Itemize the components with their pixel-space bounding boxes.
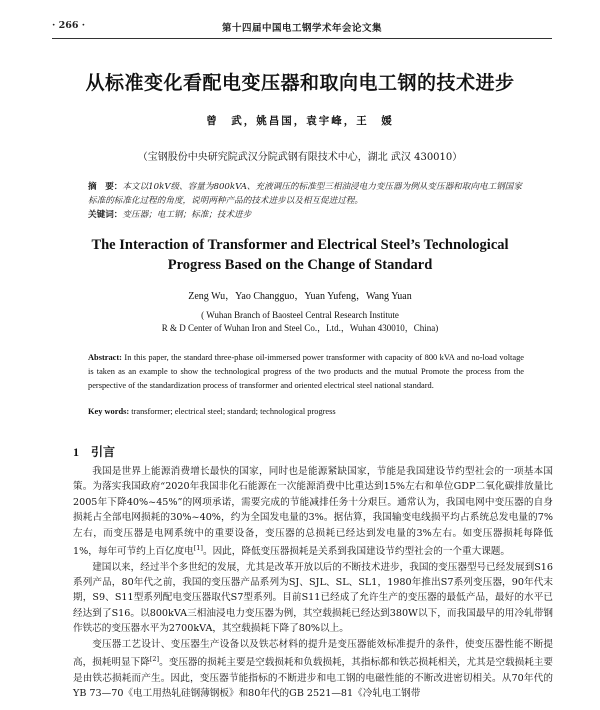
section-number: 1 [73,445,79,459]
page-number: · 266 · [52,20,86,31]
chinese-abstract-text: 本文以10kV级、容量为800kVA、充液调压的标准型三相油浸电力变压器为例从变压器和取向电工钢国家标准的标准化过程的角度，说明两种产品的技术进步以及相互促进过程。 [88,182,522,206]
paragraph-3-text: 变压器工艺设计、变压器生产设备以及铁芯材料的提升是变压器能效标准提升的条件，使变压器性能不断提高，损耗明显下降 [73,638,553,669]
header-rule [52,38,552,39]
english-keywords-text: transformer; electrical steel; standard; technological progress [131,407,336,416]
journal-title: 第十四届中国电工钢学术年会论文集 [221,23,382,34]
english-keywords [88,407,524,416]
running-header [52,18,552,36]
chinese-keywords-label: 关键词： [88,210,123,220]
english-affiliation [0,309,600,335]
english-affiliation-line-1: ( Wuhan Branch of Baosteel Central Research Institute [201,310,399,320]
paragraph-2-text: 建国以来，经过半个多世纪的发展，尤其是改革开放以后的不断技术进步，我国的变压器型号已经发展到S16系列产品，80年代之前，我国的变压器产品系列为SJ、SJL、SL、SL1，1980年推出S7系列变压器，90年代末期，S9、S11型系列配电变压器取代S7型系列。目前S11已经成了允许生产的变压器的最低产品，最好的水平已经达到了S16。以800kVA三相油浸电力变压器为例，其空载损耗已经达到380W以下，而我国最早的用冷轧带钢作铁芯的变压器水平为2700kVA，其空载损耗下降了80%以上。 [73,561,553,635]
section-heading [73,443,115,460]
chinese-abstract-label: 摘 要： [88,182,123,192]
paragraph-3-text-end: 。变压器的损耗主要是空载损耗和负载损耗，其指标都和铁芯损耗相关，尤其是空载损耗主要是由铁芯损耗而产生。因此，变压器节能指标的不断进步和电工钢的电磁性能的不断改进密切相关。从70年代的YB 73—70《电工用热轧硅钢薄钢板》和80年代的GB 2521—81《冷轧电工钢带 [73,657,554,700]
chinese-authors: 曾 武，姚昌国，袁宇峰，王 媛 [206,115,394,127]
paragraph [73,560,553,637]
paragraph [73,637,553,702]
paragraph-1-text-end: 。因此，降低变压器损耗是关系到我国建设节约型社会的一个重大课题。 [202,546,510,558]
citation: [1] [193,544,203,553]
english-title-line-1: The Interaction of Transformer and Electrical Steel’s Technological [91,237,509,253]
english-affiliation-line-2: R & D Center of Wuhan Iron and Steel Co.，Ltd.，Wuhan 430010，China) [161,323,439,333]
english-title [60,235,540,275]
paragraph [73,464,553,560]
paragraph-1-text: 我国是世界上能源消费增长最快的国家，同时也是能源紧缺国家，节能是我国建设节约型社会的一项基本国策。为落实我国政府“2020年我国非化石能源在一次能源消费中比重达到15%左右和单位GDP二氧化碳排放量比2005年下降40%~45%”的网项承诺，需要完成的节能减排任务十分艰巨。通常认为，我国电网中变压器的自身损耗占全部电网损耗的30%~40%，约为全国发电量的3%。据估算，我国输变电线损平均占系统总发电量的7%左右，而变压器是电网系统中的重要设备，变压器的总损耗已经达到发电量的3%左右。如变压器损耗每降低1%，每年可节约上百亿度电 [73,466,553,558]
english-abstract-text: In this paper, the standard three-phase oil-immersed power transformer with capacity of 800 kVA and no-load voltage is taken as an example to show the technological progress of the two products and the mutual Promote the process from the perspective of the standardization process of transformer and oriented electrical steel national standard. [88,353,524,390]
chinese-title: 从标准变化看配电变压器和取向电工钢的技术进步 [85,72,515,94]
citation: [2] [149,655,160,664]
chinese-affiliation: （宝钢股份中央研究院武汉分院武钢有限技术中心，湖北 武汉 430010） [137,152,463,163]
chinese-keywords-text: 变压器；电工钢；标准；技术进步 [122,210,252,220]
body-text [73,464,553,701]
english-abstract-label: Abstract: [88,353,122,362]
chinese-abstract [88,181,528,208]
english-authors: Zeng Wu，Yao Changguo，Yuan Yufeng，Wang Yuan [188,291,412,302]
section-title: 引言 [91,445,116,459]
english-keywords-label: Key words: [88,407,130,416]
chinese-keywords [88,208,528,220]
english-abstract [88,351,524,393]
english-title-line-2: Progress Based on the Change of Standard [167,257,433,273]
